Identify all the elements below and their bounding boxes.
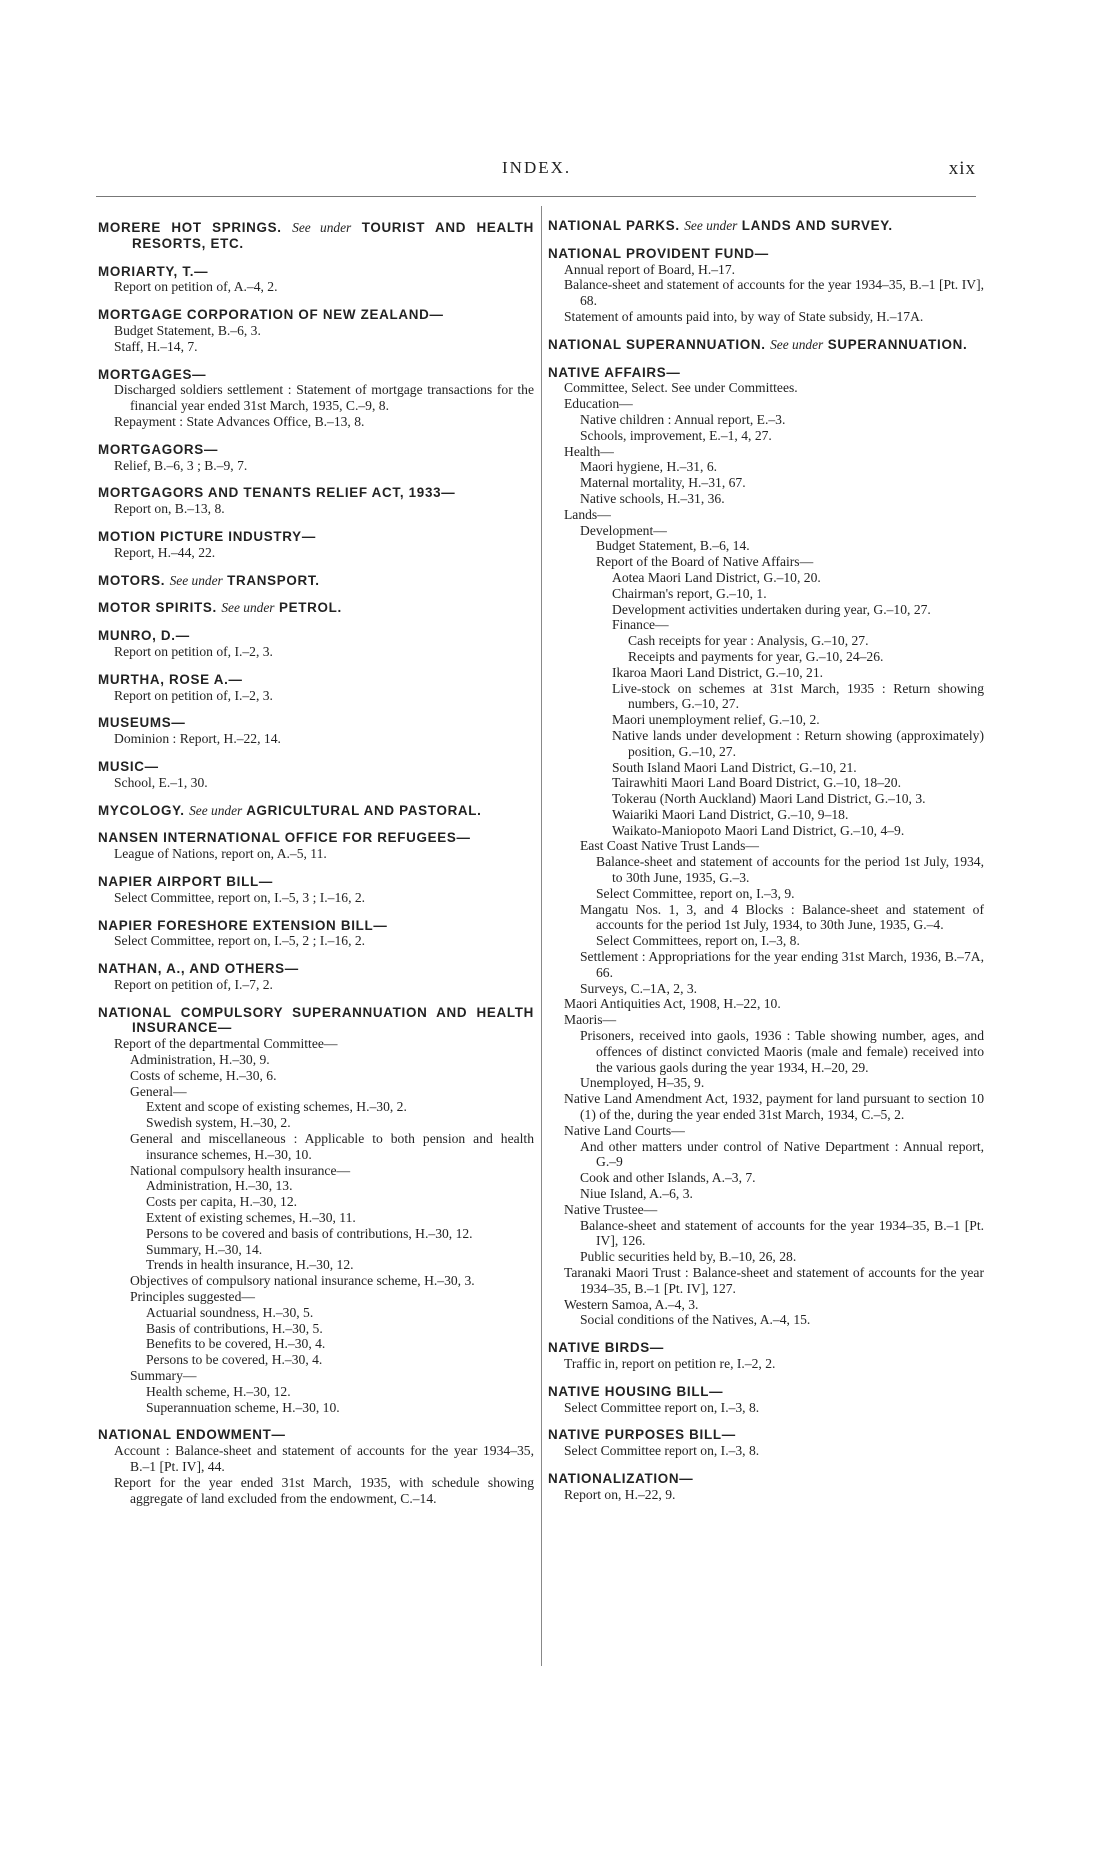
entry-line: Balance-sheet and statement of accounts for the year 1934–35, B.–1 [Pt. IV], 68. [564,277,984,309]
entry-heading [98,759,534,775]
index-entry [98,485,534,517]
see-under: See under [189,802,243,818]
entry-heading [548,218,984,234]
entry-heading [98,307,534,323]
entry-line: Persons to be covered, H.–30, 4. [146,1352,323,1368]
index-entry [98,830,534,862]
entry-line: Budget Statement, B.–6, 14. [596,538,750,554]
entry-line: Principles suggested— [130,1289,255,1305]
entry-line: Native Land Courts— [564,1122,685,1138]
entry-line: Native children : Annual report, E.–3. [580,411,786,427]
entry-line: Select Committees, report on, I.–3, 8. [596,933,800,949]
cross-reference: LANDS AND SURVEY. [741,218,893,233]
entry-line: Report on petition of, I.–2, 3. [114,643,273,659]
index-entry [98,573,534,589]
entry-line: Report for the year ended 31st March, 1935, with schedule showing aggregate of land excluded from the endowment, C.–14. [114,1474,534,1506]
left-column [98,220,534,1518]
index-entry [98,803,534,819]
heading-text: MUSEUMS— [98,715,186,731]
see-under: See under [292,220,352,235]
heading-text: NAPIER AIRPORT BILL— [98,873,273,889]
entry-line: Summary, H.–30, 14. [146,1241,263,1257]
entry-heading [98,600,534,616]
entry-heading [98,1005,534,1037]
heading-text: NATIVE AFFAIRS— [548,364,681,380]
index-entry [98,874,534,906]
entry-line: Report of the Board of Native Affairs— [596,554,814,570]
entry-line: Public securities held by, B.–10, 26, 28. [580,1249,797,1265]
heading-text: MORTGAGE CORPORATION OF NEW ZEALAND— [98,307,444,323]
entry-heading [98,628,534,644]
entry-line: Lands— [564,506,611,522]
entry-line: Cash receipts for year : Analysis, G.–10, 27. [628,633,869,649]
entry-line: Dominion : Report, H.–22, 14. [114,731,281,747]
index-entry [548,218,984,234]
entry-heading [548,1340,984,1356]
index-entry [98,628,534,660]
entry-line: Development— [580,522,667,538]
entry-line: Taranaki Maori Trust : Balance-sheet and statement of accounts for the year 1934–35, B.–1 [Pt. IV], 127. [564,1265,984,1296]
heading-text: MORTGAGES— [98,366,207,382]
index-entry [98,307,534,354]
index-entry [98,715,534,747]
entry-line: Maoris— [564,1012,617,1028]
entry-line: Relief, B.–6, 3 ; B.–9, 7. [114,457,248,473]
entry-line: Maori hygiene, H.–31, 6. [580,459,718,475]
cross-reference: AGRICULTURAL AND PASTORAL. [246,802,482,818]
entry-line: Report on petition of, I.–7, 2. [114,976,273,992]
entry-line: Maori Antiquities Act, 1908, H.–22, 10. [564,996,781,1012]
entry-line: Extent of existing schemes, H.–30, 11. [146,1210,356,1226]
entry-line: Discharged soldiers settlement : Statement of mortgage transactions for the financial year ended 31st March, 1935, C.–9, 8. [114,382,534,414]
entry-line: Annual report of Board, H.–17. [564,261,736,277]
entry-line: Balance-sheet and statement of accounts for the year 1934–35, B.–1 [Pt. IV], 126. [580,1217,984,1249]
entry-line: Costs per capita, H.–30, 12. [146,1194,298,1210]
entry-line: Report on, H.–22, 9. [564,1486,676,1502]
index-entry [98,672,534,704]
entry-line: Select Committee, report on, I.–5, 2 ; I.–16, 2. [114,933,366,949]
entry-line: Niue Island, A.–6, 3. [580,1186,693,1202]
entry-line: Health scheme, H.–30, 12. [146,1383,291,1399]
entry-line: Balance-sheet and statement of accounts for the period 1st July, 1934, to 30th June, 1935, G.–3. [596,854,984,886]
heading-text: MUNRO, D.— [98,628,190,644]
heading-text: NATIVE HOUSING BILL— [548,1383,724,1399]
heading-text: NATHAN, A., AND OTHERS— [98,961,299,977]
heading-text: NATIVE PURPOSES BILL— [548,1427,736,1443]
entry-line: Swedish system, H.–30, 2. [146,1115,291,1131]
entry-line: Settlement : Appropriations for the year ending 31st March, 1936, B.–7A, 66. [580,949,984,980]
entry-heading [548,246,984,262]
entry-line: Waikato-Maniopoto Maori Land District, G.–10, 4–9. [612,822,905,838]
index-entry [548,1384,984,1416]
entry-line: General and miscellaneous : Applicable to both pension and health insurance schemes, H.–30, 10. [130,1131,534,1162]
entry-heading [548,1427,984,1443]
index-entry [98,367,534,430]
heading-text: MUSIC— [98,758,159,774]
heading-text: NANSEN INTERNATIONAL OFFICE FOR REFUGEES— [98,830,471,846]
entry-line: Native Land Amendment Act, 1932, payment for land pursuant to section 10 (1) of the, during the year ended 31st March, 1934, C.–5, 2. [564,1091,984,1123]
entry-heading [98,918,534,934]
heading-text: MORTGAGORS AND TENANTS RELIEF ACT, 1933— [98,485,456,501]
heading-text: MOTOR SPIRITS. [98,600,217,616]
heading-text: NATIONAL SUPERANNUATION. [548,336,766,352]
right-column [548,218,984,1515]
entry-line: Benefits to be covered, H.–30, 4. [146,1336,326,1352]
entry-line: Education— [564,396,633,412]
entry-line: Traffic in, report on petition re, I.–2, 2. [564,1355,776,1371]
cross-reference: TRANSPORT. [227,572,320,588]
entry-heading [98,264,534,280]
heading-text: MORIARTY, T.— [98,263,209,279]
entry-line: Cook and other Islands, A.–3, 7. [580,1170,756,1186]
heading-text: NATIONAL PROVIDENT FUND— [548,245,769,261]
heading-text: NATIONAL ENDOWMENT— [98,1427,286,1443]
heading-text: MOTORS. [98,572,166,588]
index-entry [98,220,534,252]
see-under: See under [221,600,275,616]
entry-heading [98,672,534,688]
see-under: See under [770,336,824,352]
entry-line: Native Trustee— [564,1201,658,1217]
index-entry [98,918,534,950]
entry-line: Report on petition of, I.–2, 3. [114,687,273,703]
heading-text: NATIONAL PARKS. [548,218,680,233]
heading-text: MORERE HOT SPRINGS. [98,220,282,235]
entry-line: East Coast Native Trust Lands— [580,838,759,854]
index-entry [98,529,534,561]
entry-line: League of Nations, report on, A.–5, 11. [114,846,327,862]
entry-line: Extent and scope of existing schemes, H.–30, 2. [146,1099,407,1115]
entry-line: Unemployed, H–35, 9. [580,1075,705,1091]
index-entry [548,1471,984,1503]
entry-line: Native schools, H.–31, 36. [580,490,725,506]
entry-line: Persons to be covered and basis of contributions, H.–30, 12. [146,1225,473,1241]
entry-heading [98,367,534,383]
heading-text: NATIONAL COMPULSORY SUPERANNUATION AND HEALTH INSURANCE— [98,1004,534,1036]
entry-line: Select Committee, report on, I.–5, 3 ; I.–16, 2. [114,889,366,905]
index-entry [548,1340,984,1372]
entry-line: Maternal mortality, H.–31, 67. [580,475,746,491]
entry-line: Health— [564,443,614,459]
entry-line: Account : Balance-sheet and statement of accounts for the year 1934–35, B.–1 [Pt. IV], 44. [114,1443,534,1474]
page-title: INDEX. [502,158,572,177]
entry-line: Tokerau (North Auckland) Maori Land District, G.–10, 3. [612,791,926,807]
heading-text: NATIVE BIRDS— [548,1340,664,1356]
cross-reference: PETROL. [278,600,342,616]
entry-heading [98,1427,534,1443]
entry-line: Finance— [612,617,669,633]
entry-heading [548,337,984,353]
index-entry [548,365,984,1329]
index-entry [548,337,984,353]
heading-text: NATIONALIZATION— [548,1470,694,1486]
entry-heading [98,830,534,846]
entry-line: Aotea Maori Land District, G.–10, 20. [612,569,821,585]
see-under: See under [684,218,738,233]
page-number: xix [948,158,976,179]
entry-line: Costs of scheme, H.–30, 6. [130,1067,277,1083]
entry-heading [98,874,534,890]
entry-line: Receipts and payments for year, G.–10, 24–26. [628,648,884,664]
entry-line: Surveys, C.–1A, 2, 3. [580,980,698,996]
entry-line: Report of the departmental Committee— [114,1036,338,1052]
entry-line: Select Committee, report on, I.–3, 9. [596,885,795,901]
entry-line: Staff, H.–14, 7. [114,338,198,354]
entry-line: Repayment : State Advances Office, B.–13, 8. [114,413,365,429]
entry-line: Development activities undertaken during year, G.–10, 27. [612,601,931,617]
index-entry [98,1427,534,1506]
entry-line: Trends in health insurance, H.–30, 12. [146,1257,354,1273]
index-entry [548,1427,984,1459]
entry-line: Western Samoa, A.–4, 3. [564,1296,699,1312]
cross-reference: TOURIST AND HEALTH RESORTS, ETC. [132,220,535,251]
entry-line: General— [130,1083,187,1099]
entry-line: Report on, B.–13, 8. [114,501,225,517]
index-entry [98,759,534,791]
entry-line: Tairawhiti Maori Land Board District, G.–10, 18–20. [612,775,901,791]
entry-heading [548,365,984,381]
heading-text: MURTHA, ROSE A.— [98,671,243,687]
entry-line: Mangatu Nos. 1, 3, and 4 Blocks : Balance-sheet and statement of accounts for the period 1st July, 1934, to 30th June, 1935, G.–4. [580,901,984,933]
entry-line: Objectives of compulsory national insurance scheme, H.–30, 3. [130,1273,475,1289]
entry-line: Select Committee report on, I.–3, 8. [564,1399,760,1415]
column-divider [541,206,542,1666]
entry-heading [548,1384,984,1400]
entry-line: Ikaroa Maori Land District, G.–10, 21. [612,664,824,680]
entry-line: Committee, Select. See under Committees. [564,380,798,396]
entry-line: Budget Statement, B.–6, 3. [114,322,261,338]
entry-line: Administration, H.–30, 13. [146,1178,293,1194]
entry-line: Social conditions of the Natives, A.–4, 15. [580,1312,811,1328]
index-entry [98,961,534,993]
entry-line: School, E.–1, 30. [114,774,208,790]
entry-line: Summary— [130,1368,197,1384]
entry-line: Select Committee report on, I.–3, 8. [564,1443,760,1459]
entry-line: Maori unemployment relief, G.–10, 2. [612,712,820,728]
entry-heading [98,442,534,458]
entry-line: Actuarial soundness, H.–30, 5. [146,1304,314,1320]
header-rule [96,196,976,197]
entry-line: South Island Maori Land District, G.–10, 21. [612,759,857,775]
heading-text: NAPIER FORESHORE EXTENSION BILL— [98,917,388,933]
index-entry [98,264,534,296]
index-entry [98,442,534,474]
heading-text: MYCOLOGY. [98,802,185,818]
entry-heading [98,803,534,819]
entry-line: Administration, H.–30, 9. [130,1052,270,1068]
entry-line: Report on petition of, A.–4, 2. [114,279,278,295]
entry-line: Chairman's report, G.–10, 1. [612,585,767,601]
entry-heading [548,1471,984,1487]
entry-heading [98,220,534,252]
see-under: See under [169,572,223,588]
entry-line: National compulsory health insurance— [130,1162,351,1178]
entry-line: Live-stock on schemes at 31st March, 1935 : Return showing numbers, G.–10, 27. [612,680,984,712]
heading-text: MORTGAGORS— [98,441,219,457]
page-header [96,158,976,184]
index-entry [98,600,534,616]
entry-line: Prisoners, received into gaols, 1936 : Table showing number, ages, and offences of distinct convicted Maoris (male and female) received into the various gaols during the year 1934, H.–20, 29. [580,1028,984,1075]
index-entry [548,246,984,325]
entry-line: Statement of amounts paid into, by way of State subsidy, H.–17A. [564,308,924,324]
index-entry [98,1005,534,1416]
entry-heading [98,573,534,589]
entry-heading [98,715,534,731]
entry-heading [98,961,534,977]
entry-line: Report, H.–44, 22. [114,544,216,560]
entry-line: Waiariki Maori Land District, G.–10, 9–18. [612,806,849,822]
cross-reference: SUPERANNUATION. [827,336,968,352]
entry-line: Basis of contributions, H.–30, 5. [146,1320,323,1336]
entry-heading [98,485,534,501]
entry-line: Superannuation scheme, H.–30, 10. [146,1399,340,1415]
entry-line: Schools, improvement, E.–1, 4, 27. [580,427,772,443]
entry-heading [98,529,534,545]
heading-text: MOTION PICTURE INDUSTRY— [98,528,316,544]
entry-line: And other matters under control of Native Department : Annual report, G.–9 [580,1138,984,1170]
entry-line: Native lands under development : Return showing (approximately) position, G.–10, 27. [612,727,984,759]
